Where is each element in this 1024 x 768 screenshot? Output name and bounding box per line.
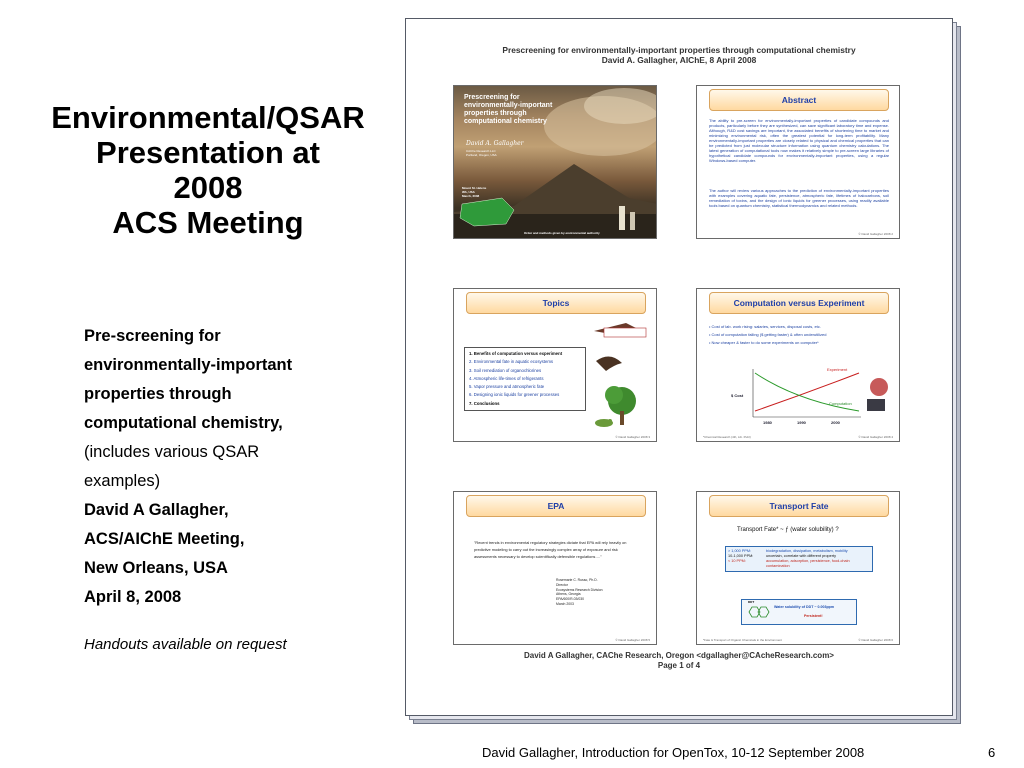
ddt-label: DDT xyxy=(748,600,755,604)
topic-item: 6. Designing ionic liquids for greener processes xyxy=(469,392,560,398)
detail-line: examples) xyxy=(84,472,161,490)
detail-line: David A Gallagher, xyxy=(84,501,229,519)
ddt-molecule-icon xyxy=(744,603,770,621)
presentation-details xyxy=(84,322,384,612)
cover-author: David A. Gallagher xyxy=(466,140,524,147)
row-value: biodegradation, dissipation, metabolism, mobility xyxy=(766,549,848,553)
handout-note: Handouts available on request xyxy=(84,636,287,653)
slide-footer-text: David Gallagher, Introduction for OpenTox, 10-12 September 2008 xyxy=(482,745,865,760)
transport-formula: Transport Fate* ~ ƒ (water solubility) ? xyxy=(737,527,839,533)
cover-title-line: properties through xyxy=(464,110,527,117)
slide-footnote: *Fate & Transport of Organic Chemicals in the Environment xyxy=(703,638,782,642)
thumb-transport-slide xyxy=(696,491,900,645)
detail-line: properties through xyxy=(84,385,232,403)
title-line: ACS Meeting xyxy=(112,205,304,240)
handout-title xyxy=(406,45,952,65)
axis-tick: 2000 xyxy=(831,420,840,425)
slide-footer: © David Gallagher 2008 3 xyxy=(615,435,650,439)
topic-item: 4. Atmospheric life-times of refrigerants xyxy=(469,375,544,381)
topic-item: 7. Conclusions xyxy=(469,400,500,406)
source-line: Athens, Georgia xyxy=(556,592,581,597)
cover-location-line: Mount St. Helens xyxy=(462,186,487,190)
handout-page xyxy=(405,18,953,716)
source-line: EPA/600/R-03/030 xyxy=(556,597,585,602)
slide-title xyxy=(16,100,400,240)
cover-affiliation xyxy=(466,149,497,157)
epa-heading: EPA xyxy=(466,495,646,517)
detail-line: New Orleans, USA xyxy=(84,559,228,577)
topics-list xyxy=(464,347,586,411)
ddt-solubility-text: Water solubility of DDT ~ 0.003ppm xyxy=(774,605,835,609)
cover-location-line: WA, USA xyxy=(462,190,475,194)
row-key: 10-1,000 PPM: xyxy=(728,554,754,558)
detail-line: Pre-screening for xyxy=(84,327,221,345)
topic-item: 1. Benefits of computation versus experiment xyxy=(469,351,563,356)
source-line: Ecosystems Research Division xyxy=(556,587,603,592)
row-value: uncertain, correlate with different property xyxy=(766,554,836,558)
thumb-cover-slide xyxy=(453,85,657,239)
title-line: 2008 xyxy=(173,170,243,205)
table-row xyxy=(728,559,870,569)
detail-line: ACS/AIChE Meeting, xyxy=(84,530,245,548)
transport-heading: Transport Fate xyxy=(709,495,889,517)
source-line: March 2003 xyxy=(556,601,574,606)
detail-line: April 8, 2008 xyxy=(84,588,182,606)
slide-number: 6 xyxy=(988,745,996,760)
detail-line: computational chemistry, xyxy=(84,414,283,432)
topic-item: 2. Environmental fate in aquatic ecosystems xyxy=(469,359,554,365)
abstract-heading: Abstract xyxy=(709,89,889,111)
solubility-table xyxy=(725,546,873,572)
handout-title-line: Prescreening for environmentally-important properties through computational chemistry xyxy=(502,45,856,55)
row-key: < 10 PPM: xyxy=(728,559,746,563)
cover-title xyxy=(464,94,552,126)
title-line: Environmental/QSAR xyxy=(51,100,365,135)
handout-footer xyxy=(406,651,952,671)
cover-affiliation-line: Portland, Oregon, USA xyxy=(466,153,497,157)
epa-quote: "Recent trends in environmental regulatory strategies dictate that EPA will rely heavily on predictive modeling to carry out the increasingly complex array of exposure and risk assessments necessary to develop scientifically defensible regulations…." xyxy=(474,540,627,559)
slide-footer: © David Gallagher 2008 6 xyxy=(858,638,893,642)
abstract-para-1: The ability to pre-screen for environmentally-important properties of candidate compounds and products, particularly before they are synthesized, can save significant laboratory time and expense. Although, R&D cost savings are important, the associated benefits of shortening time to market and minimizing environmental risk, often the greatest potential for long-term profitability. Many environmentally-important properties are closely related to physical and chemical properties that can be predicted from just molecular structure information using quantum chemistry calculations. The latest generation of computational tools now makes it relatively simple to pre-screen large libraries of hypothetical candidate compounds for environmentally-important properties, using a regular Windows-based computer. xyxy=(709,118,889,163)
bullet: • Now cheaper & faster to do some experiments on computer* xyxy=(709,340,819,345)
handout-page-number: Page 1 of 4 xyxy=(657,661,701,670)
ddt-persistent-note: Persistent! xyxy=(804,614,823,618)
source-line: Director xyxy=(556,582,568,587)
thumb-computation-slide xyxy=(696,288,900,442)
cover-title-line: environmentally-important xyxy=(464,102,553,109)
cover-title-line: Prescreening for xyxy=(464,94,520,101)
topic-item: 3. Soil remediation of organochlorines xyxy=(469,367,542,373)
topic-illustrations xyxy=(586,315,656,442)
thumb-epa-slide xyxy=(453,491,657,645)
row-value: accumulation, adsorption, persistence, food-chain contamination xyxy=(766,559,850,568)
cost-axis-label: $ Cost xyxy=(731,393,744,398)
handout-footer-line: David A Gallagher, CAChe Research, Oregon <dgallagher@CAcheResearch.com> xyxy=(524,651,834,660)
experiment-label: Experiment xyxy=(827,367,848,372)
source-line: Rosemarie C. Russo, Ph.D. xyxy=(556,578,598,582)
row-key: > 1,000 PPM: xyxy=(728,549,752,553)
cover-location-line: March, 2008 xyxy=(462,194,480,198)
cover-affiliation-line: CAChe Research LLC xyxy=(466,149,496,153)
detail-line: environmentally-important xyxy=(84,356,293,374)
detail-line: (includes various QSAR xyxy=(84,443,260,461)
title-line: Presentation at xyxy=(96,135,320,170)
thumb-abstract-slide xyxy=(696,85,900,239)
slide-footer: © David Gallagher 2008 4 xyxy=(858,435,893,439)
axis-tick: 1990 xyxy=(797,420,806,425)
topics-heading: Topics xyxy=(466,292,646,314)
bullet: • Cost of lab. work rising: salaries, services, disposal costs, etc. xyxy=(709,324,821,329)
cover-location xyxy=(462,186,486,198)
computation-label: Computation xyxy=(829,401,852,406)
cover-title-line: computational chemistry xyxy=(464,118,547,125)
thumb-topics-slide xyxy=(453,288,657,442)
topic-item: 5. Vapor pressure and atmospheric fate xyxy=(469,384,545,390)
slide-footer: © David Gallagher 2008 5 xyxy=(615,638,650,642)
epa-source xyxy=(556,578,646,607)
axis-tick: 1980 xyxy=(763,420,772,425)
ddt-solubility-box xyxy=(741,599,857,625)
bullet: • Cost of computation falling ($ getting faster) & often underutilized xyxy=(709,332,827,337)
slide-footer: © David Gallagher 2008 2 xyxy=(858,232,893,236)
cover-caption: Order and methods given by environmental authority xyxy=(524,231,600,235)
slide-footnote: *Chemical Research (4th, Lib. Publ) xyxy=(703,435,751,439)
computation-heading: Computation versus Experiment xyxy=(709,292,889,314)
handout-author-line: David A. Gallagher, AIChE, 8 April 2008 xyxy=(601,55,757,65)
abstract-para-2: The author will review various approaches to the prediction of environmentally-important properties with examples covering aquatic fate, persistence, atmospheric fate, lifetimes of halocarbons, soil remediation of toxins, and the design of ionic liquids for greener processes, using readily available tools based on quantum chemistry, statistical thermodynamics and related methods. xyxy=(709,188,889,208)
